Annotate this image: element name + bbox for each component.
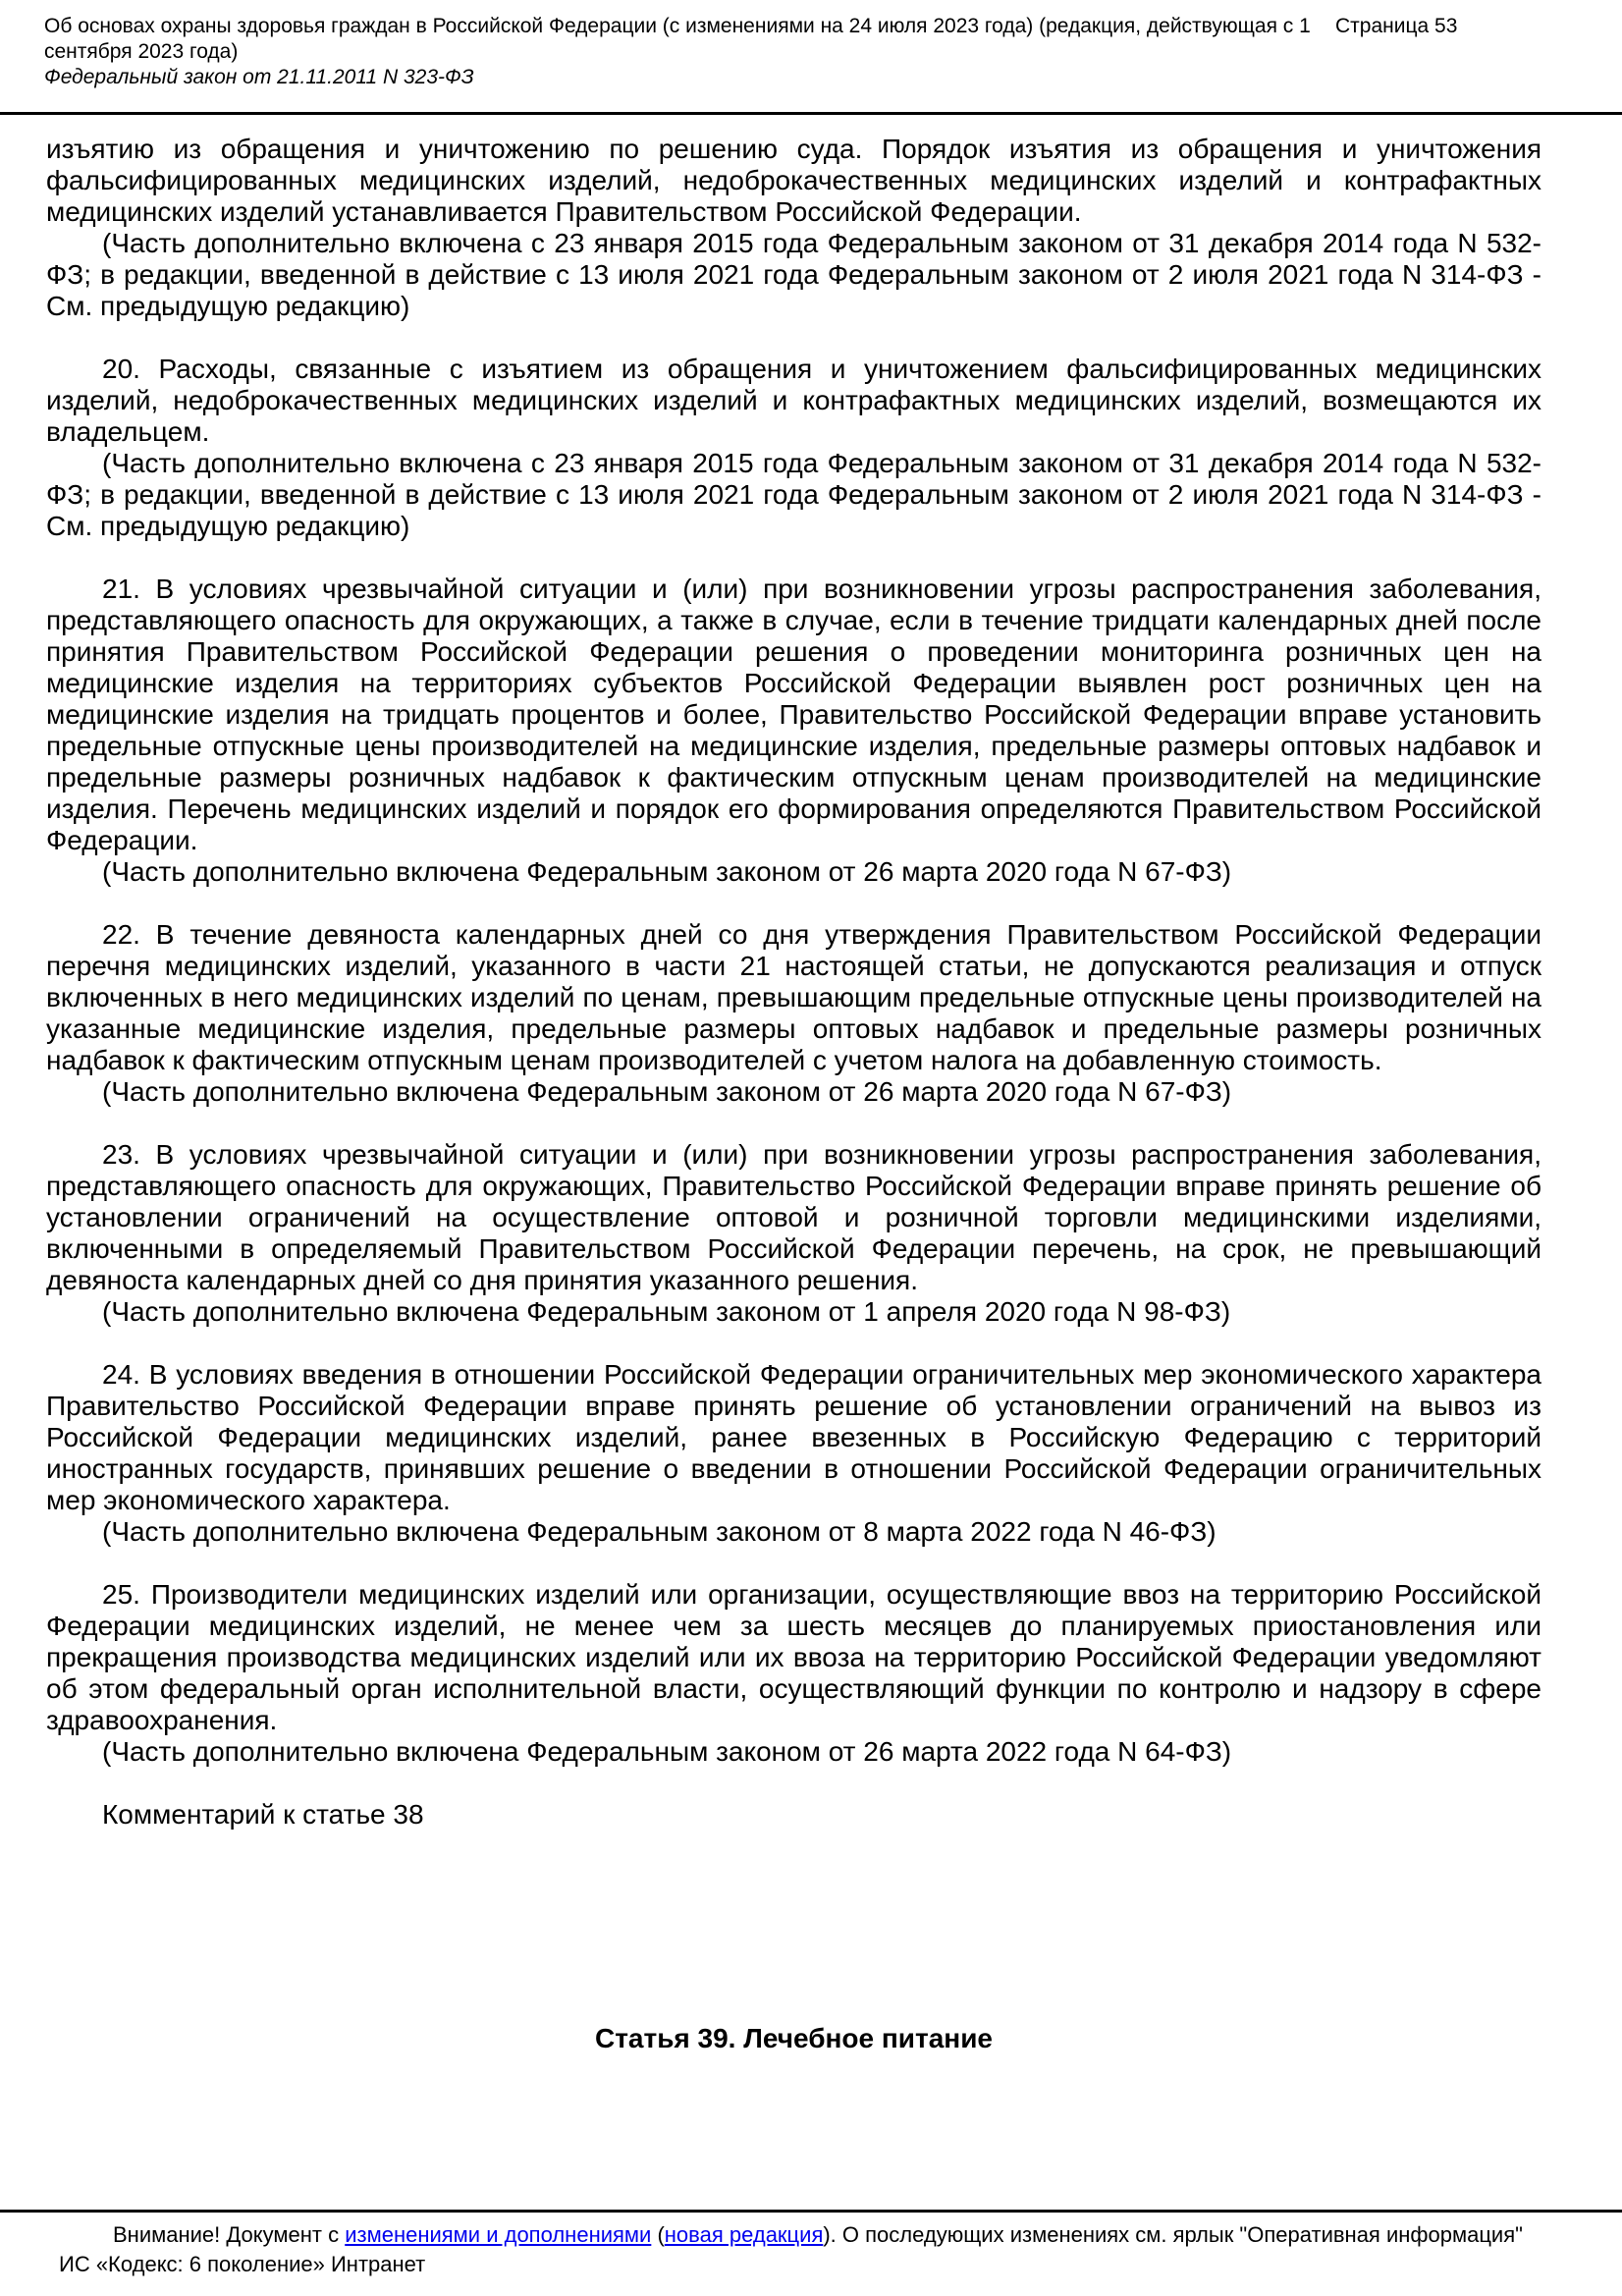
footer-notice xyxy=(59,2220,1583,2250)
body-paragraph: 21. В условиях чрезвычайной ситуации и (или) при возникновении угрозы распространения заболевания, представляющего опасность для окружающих, а также в случае, если в течение тридцати календарных дней после принятия Правительством Российской Федерации решения о проведении мониторинга розничных цен на медицинские изделия на территориях субъектов Российской Федерации выявлен рост розничных цен на медицинские изделия на тридцать процентов и более, Правительство Российской Федерации вправе установить предельные отпускные цены производителей на медицинские изделия, предельные размеры оптовых надбавок и предельные размеры розничных надбавок к фактическим отпускным ценам производителей на медицинские изделия. Перечень медицинских изделий и порядок его формирования определяются Правительством Российской Федерации. xyxy=(46,574,1541,855)
body-paragraph: 25. Производители медицинских изделий или организации, осуществляющие ввоз на территорию Российской Федерации медицинских изделий, не менее чем за шесть месяцев до планируемых приостановления или прекращения производства медицинских изделий или их ввоза на территорию Российской Федерации уведомляют об этом федеральный орган исполнительной власти, осуществляющий функции по контролю и надзору в сфере здравоохранения. xyxy=(46,1579,1541,1735)
body-paragraph-note: (Часть дополнительно включена Федеральным законом от 26 марта 2020 года N 67-ФЗ) xyxy=(102,856,1232,887)
body-paragraph-note: (Часть дополнительно включена с 23 января 2015 года Федеральным законом от 31 декабря 2014 года N 532-ФЗ; в редакции, введенной в действие с 13 июля 2021 года Федеральным законом от 2 июля 2021 года N 314-ФЗ - См. предыдущую редакцию) xyxy=(46,448,1541,541)
new-edition-link[interactable]: новая редакция xyxy=(664,2222,824,2247)
body-paragraph-note: (Часть дополнительно включена Федеральным законом от 26 марта 2020 года N 67-ФЗ) xyxy=(102,1076,1232,1107)
footer-notice-prefix: Внимание! Документ с xyxy=(113,2222,346,2247)
footer-divider xyxy=(0,2210,1622,2213)
body-paragraph-note: (Часть дополнительно включена с 23 января 2015 года Федеральным законом от 31 декабря 2014 года N 532-ФЗ; в редакции, введенной в действие с 13 июля 2021 года Федеральным законом от 2 июля 2021 года N 314-ФЗ - См. предыдущую редакцию) xyxy=(46,228,1541,321)
document-body xyxy=(46,134,1541,2054)
footer-notice-suffix: ). О последующих изменениях см. ярлык "Оперативная информация" xyxy=(823,2222,1523,2247)
document-footer xyxy=(59,2220,1583,2279)
page-number: Страница 53 xyxy=(1335,15,1458,37)
body-paragraph-note: (Часть дополнительно включена Федеральным законом от 1 апреля 2020 года N 98-ФЗ) xyxy=(102,1296,1231,1327)
article-heading: Статья 39. Лечебное питание xyxy=(594,2023,993,2053)
comment-reference: Комментарий к статье 38 xyxy=(102,1799,424,1830)
document-title: Об основах охраны здоровья граждан в Российской Федерации (с изменениями на 24 июля 2023 года) (редакция, действующая с 1 сентября 2023 года) xyxy=(44,15,1311,63)
header-divider xyxy=(0,112,1622,115)
body-paragraph-note: (Часть дополнительно включена Федеральным законом от 8 марта 2022 года N 46-ФЗ) xyxy=(102,1516,1216,1547)
body-paragraph: изъятию из обращения и уничтожению по решению суда. Порядок изъятия из обращения и уничтожения фальсифицированных медицинских изделий, недоброкачественных медицинских изделий и контрафактных медицинских изделий устанавливается Правительством Российской Федерации. xyxy=(46,134,1541,227)
footer-system-label: ИС «Кодекс: 6 поколение» Интранет xyxy=(59,2252,426,2276)
body-paragraph: 22. В течение девяноста календарных дней со дня утверждения Правительством Российской Федерации перечня медицинских изделий, указанного в части 21 настоящей статьи, не допускаются реализация и отпуск включенных в него медицинских изделий по ценам, превышающим предельные отпускные цены производителей на указанные медицинские изделия, предельные размеры оптовых надбавок и предельные размеры розничных надбавок к фактическим отпускным ценам производителей с учетом налога на добавленную стоимость. xyxy=(46,919,1541,1075)
document-subtitle: Федеральный закон от 21.11.2011 N 323-ФЗ xyxy=(44,66,474,88)
body-paragraph: 20. Расходы, связанные с изъятием из обращения и уничтожением фальсифицированных медицинских изделий, недоброкачественных медицинских изделий и контрафактных медицинских изделий, возмещаются их владельцем. xyxy=(46,354,1541,447)
body-paragraph: 23. В условиях чрезвычайной ситуации и (или) при возникновении угрозы распространения заболевания, представляющего опасность для окружающих, Правительство Российской Федерации вправе принять решение об установлении ограничений на осуществление оптовой и розничной торговли медицинскими изделиями, включенными в определяемый Правительством Российской Федерации перечень, на срок, не превышающий девяноста календарных дней со дня принятия указанного решения. xyxy=(46,1139,1541,1295)
amendments-link[interactable]: изменениями и дополнениями xyxy=(345,2222,652,2247)
body-paragraph: 24. В условиях введения в отношении Российской Федерации ограничительных мер экономического характера Правительство Российской Федерации вправе принять решение об установлении ограничений на вывоз из Российской Федерации медицинских изделий, ранее ввезенных в Российскую Федерацию с территорий иностранных государств, принявших решение о введении в отношении Российской Федерации ограничительных мер экономического характера. xyxy=(46,1359,1541,1515)
document-header xyxy=(44,14,1578,90)
body-paragraph-note: (Часть дополнительно включена Федеральным законом от 26 марта 2022 года N 64-ФЗ) xyxy=(102,1736,1232,1767)
footer-notice-middle: ( xyxy=(651,2222,665,2247)
